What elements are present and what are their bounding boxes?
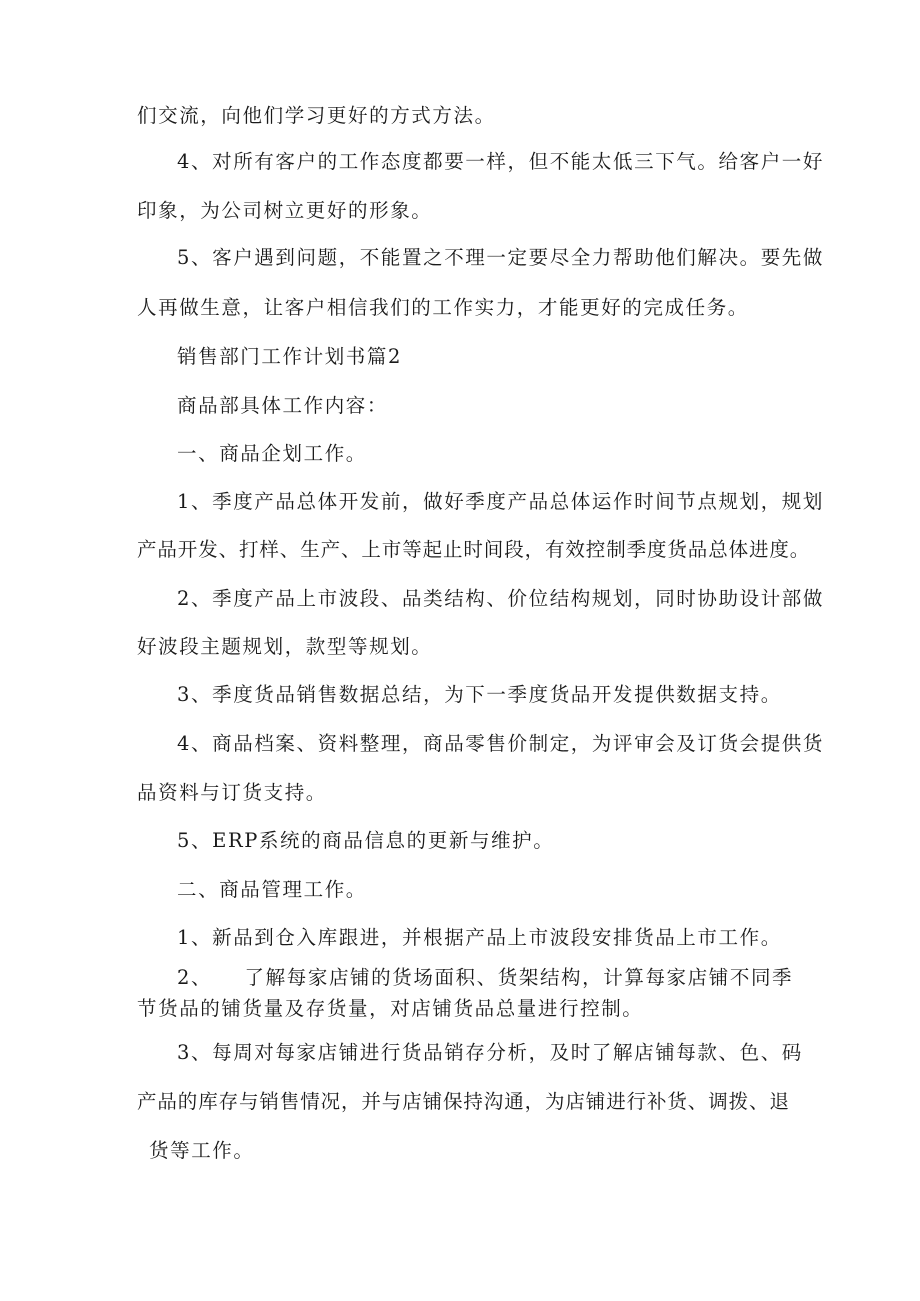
paragraph-line: 5、客户遇到问题，不能置之不理一定要尽全力帮助他们解决。要先做 [177, 246, 825, 269]
paragraph-line: 3、季度货品销售数据总结，为下一季度货品开发提供数据支持。 [177, 683, 782, 706]
paragraph-line: 人再做生意，让客户相信我们的工作实力，才能更好的完成任务。 [137, 296, 749, 319]
section-heading: 销售部门工作计划书篇2 [177, 345, 403, 368]
paragraph-line: 印象，为公司树立更好的形象。 [137, 199, 433, 222]
paragraph-line: 好波段主题规划，款型等规划。 [137, 635, 433, 658]
paragraph-line: 2、季度产品上市波段、品类结构、价位结构规划，同时协助设计部做 [177, 587, 825, 610]
paragraph-line: 2、 了解每家店铺的货场面积、货架结构，计算每家店铺不同季 [177, 966, 794, 989]
paragraph-line: 1、新品到仓入库跟进，并根据产品上市波段安排货品上市工作。 [177, 926, 782, 949]
subsection-heading: 二、商品管理工作。 [177, 878, 367, 901]
paragraph-line: 商品部具体工作内容： [177, 394, 389, 417]
paragraph-line: 货等工作。 [149, 1139, 255, 1162]
paragraph-line: 们交流，向他们学习更好的方式方法。 [137, 104, 496, 127]
paragraph-line: 1、季度产品总体开发前，做好季度产品总体运作时间节点规划，规划 [177, 490, 825, 513]
paragraph-line: 产品开发、打样、生产、上市等起止时间段，有效控制季度货品总体进度。 [137, 538, 811, 561]
paragraph-line: 品资料与订货支持。 [137, 781, 327, 804]
paragraph-line: 节货品的铺货量及存货量，对店铺货品总量进行控制。 [137, 997, 644, 1020]
paragraph-line: 产品的库存与销售情况，并与店铺保持沟通，为店铺进行补货、调拨、退 [137, 1090, 790, 1113]
paragraph-line: 4、对所有客户的工作态度都要一样，但不能太低三下气。给客户一好 [177, 150, 825, 173]
paragraph-line: 5、ERP系统的商品信息的更新与维护。 [177, 829, 555, 852]
paragraph-line: 3、每周对每家店铺进行货品销存分析，及时了解店铺每款、色、码 [177, 1041, 803, 1064]
subsection-heading: 一、商品企划工作。 [177, 442, 367, 465]
paragraph-line: 4、商品档案、资料整理，商品零售价制定，为评审会及订货会提供货 [177, 732, 825, 755]
